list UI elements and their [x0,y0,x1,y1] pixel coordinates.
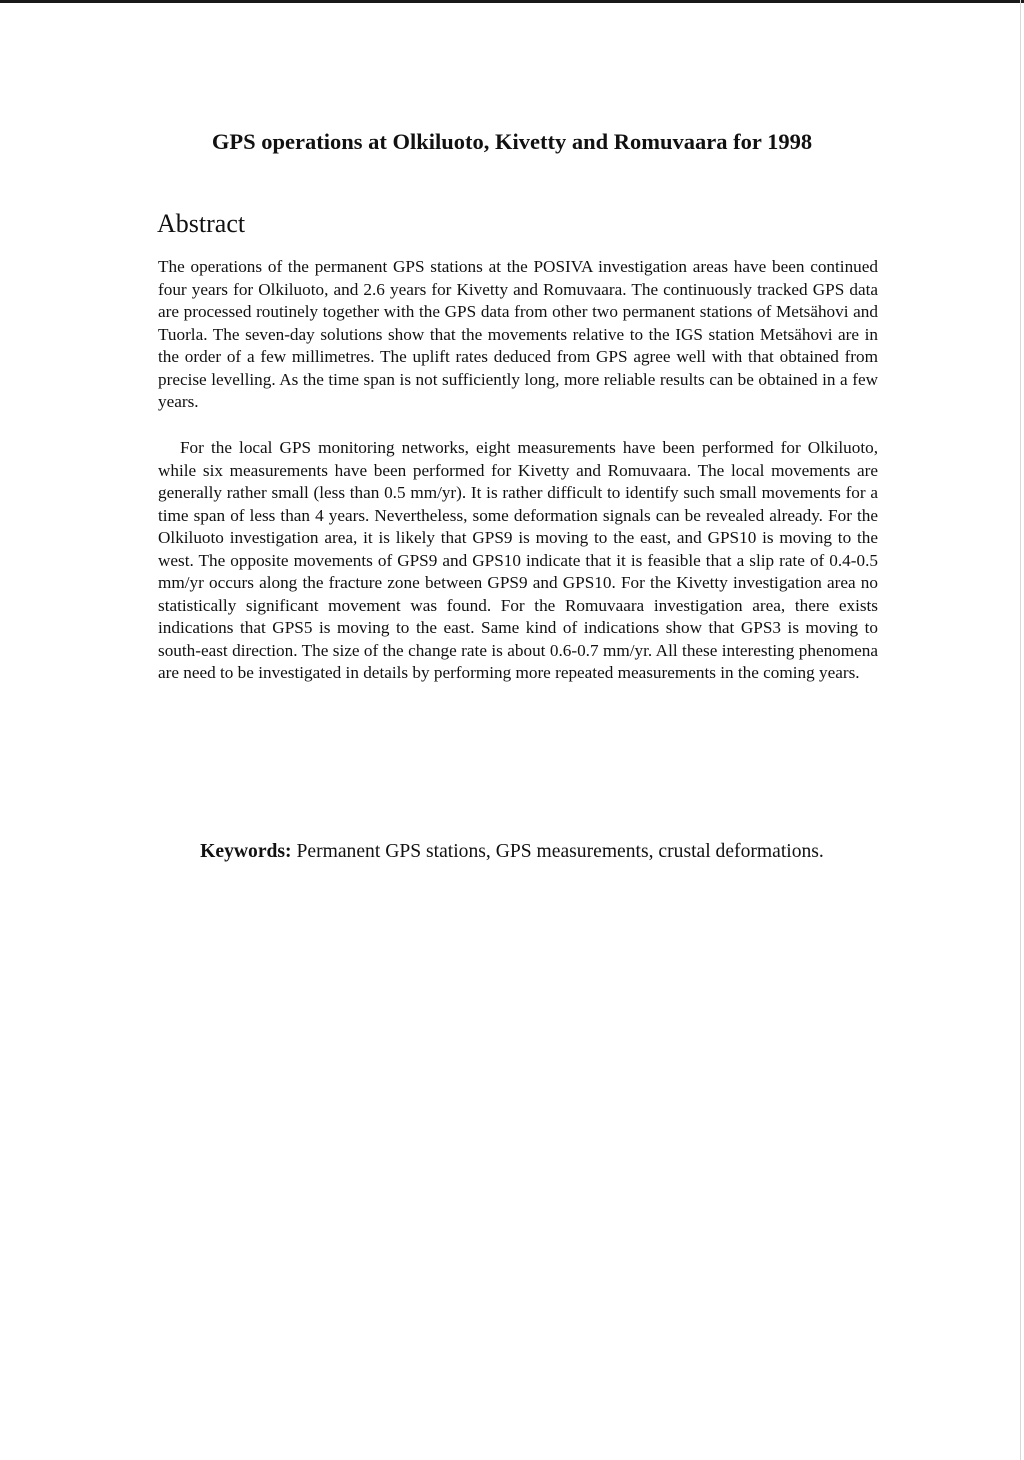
document-title: GPS operations at Olkiluoto, Kivetty and Romuvaara for 1998 [211,129,813,154]
scan-top-border [0,0,1024,3]
abstract-paragraph-1: The operations of the permanent GPS stations at the POSIVA investigation areas have been continued four years for Olkiluoto, and 2.6 years for Kivetty and Romuvaara. The continuously tracked GPS data are processed routinely together with the GPS data from other two permanent stations of Metsähovi and Tuorla. The seven-day solutions show that the movements relative to the IGS station Metsähovi are in the order of a few millimetres. The uplift rates deduced from GPS agree well with that obtained from precise levelling. As the time span is not sufficiently long, more reliable results can be obtained in a few years. [158,257,878,411]
abstract-heading: Abstract [157,209,246,238]
keywords-label: Keywords: [200,841,292,862]
abstract-paragraph-2: For the local GPS monitoring networks, eight measurements have been performed for Olkiluoto, while six measurements have been performed for Kivetty and Romuvaara. The local movements are generally rather small (less than 0.5 mm/yr). It is rather difficult to identify such small movements for a time span of less than 4 years. Nevertheless, some deformation signals can be revealed already. For the Olkiluoto investigation area, it is likely that GPS9 is moving to the east, and GPS10 is moving to the west. The opposite movements of GPS9 and GPS10 indicate that it is feasible that a slip rate of 0.4-0.5 mm/yr occurs along the fracture zone between GPS9 and GPS10. For the Kivetty investigation area no statistically significant movement was found. For the Romuvaara investigation area, there exists indications that GPS5 is moving to the east. Same kind of indications show that GPS3 is moving to south-east direction. The size of the change rate is about 0.6-0.7 mm/yr. All these interesting phenomena are need to be investigated in details by performing more repeated measurements in the coming years. [158,438,878,682]
scan-right-edge [1020,0,1021,1460]
keywords-line [0,839,1024,865]
keywords-text: Permanent GPS stations, GPS measurements, crustal deformations. [296,841,824,862]
